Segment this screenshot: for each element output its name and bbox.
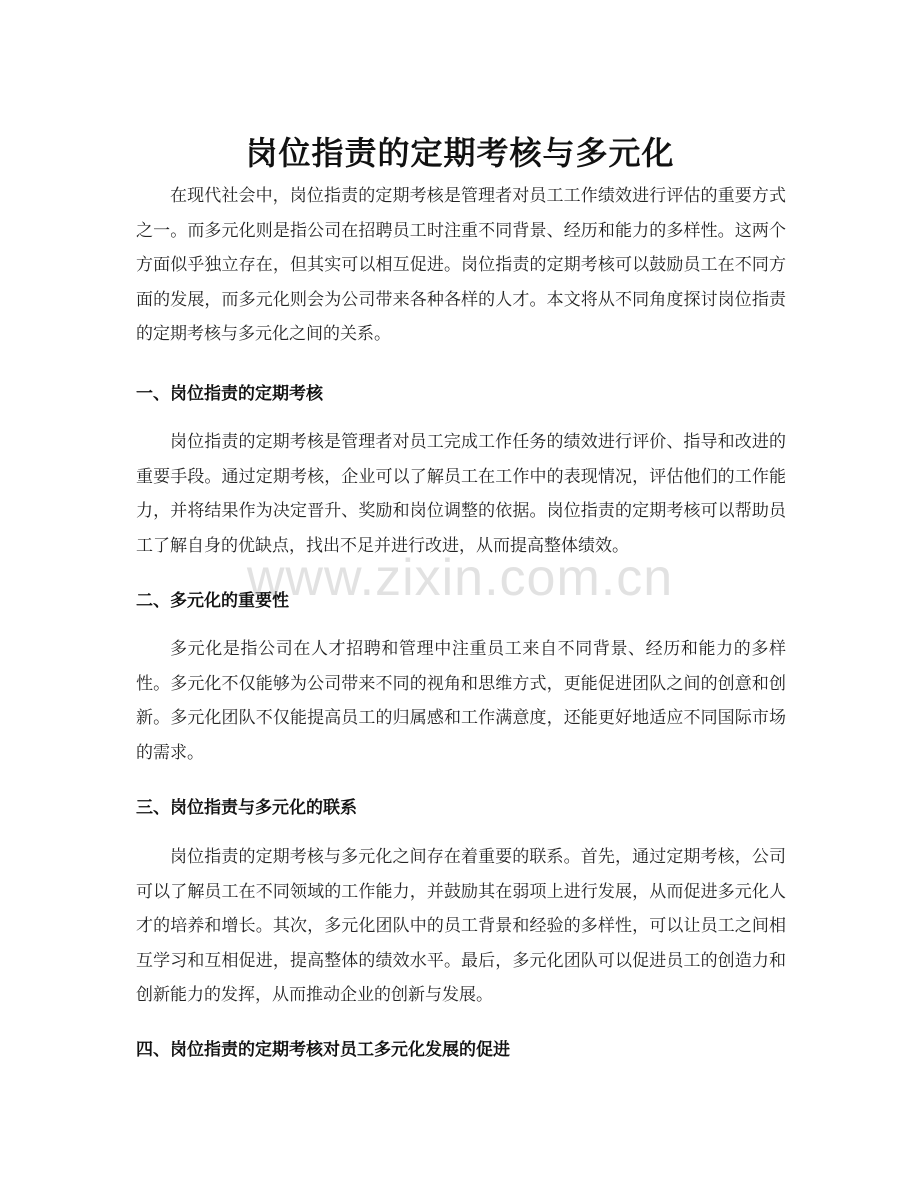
- watermark: www.zixin.com.cn: [246, 549, 674, 607]
- intro-paragraph: 在现代社会中，岗位指责的定期考核是管理者对员工工作绩效进行评估的重要方式之一。而多元化则是指公司在招聘员工时注重不同背景、经历和能力的多样性。这两个方面似乎独立存在，但其实可以相互促进。岗位指责的定期考核可以鼓励员工在不同方面的发展，而多元化则会为公司带来各种各样的人才。本文将从不同角度探讨岗位指责的定期考核与多元化之间的关系。: [136, 186, 786, 344]
- section-body-3: 岗位指责的定期考核与多元化之间存在着重要的联系。首先，通过定期考核，公司可以了解员工在不同领域的工作能力，并鼓励其在弱项上进行发展，从而促进多元化人才的培养和增长。其次，多元化团队中的员工背景和经验的多样性，可以让员工之间相互学习和互相促进，提高整体的绩效水平。最后，多元化团队可以促进员工的创造力和创新能力的发挥，从而推动企业的创新与发展。: [136, 847, 786, 1005]
- section-heading-2: 二、多元化的重要性: [136, 591, 289, 611]
- section-heading-3: 三、岗位指责与多元化的联系: [136, 798, 357, 818]
- section-heading-1: 一、岗位指责的定期考核: [136, 384, 323, 404]
- section-body-2: 多元化是指公司在人才招聘和管理中注重员工来自不同背景、经历和能力的多样性。多元化不仅能够为公司带来不同的视角和思维方式，更能促进团队之间的创意和创新。多元化团队不仅能提高员工的归属感和工作满意度，还能更好地适应不同国际市场的需求。: [136, 639, 786, 763]
- section-heading-4: 四、岗位指责的定期考核对员工多元化发展的促进: [136, 1040, 510, 1060]
- document-title: 岗位指责的定期考核与多元化: [245, 134, 675, 173]
- section-body-1: 岗位指责的定期考核是管理者对员工完成工作任务的绩效进行评价、指导和改进的重要手段。通过定期考核，企业可以了解员工在工作中的表现情况，评估他们的工作能力，并将结果作为决定晋升、奖励和岗位调整的依据。岗位指责的定期考核可以帮助员工了解自身的优缺点，找出不足并进行改进，从而提高整体绩效。: [136, 432, 786, 556]
